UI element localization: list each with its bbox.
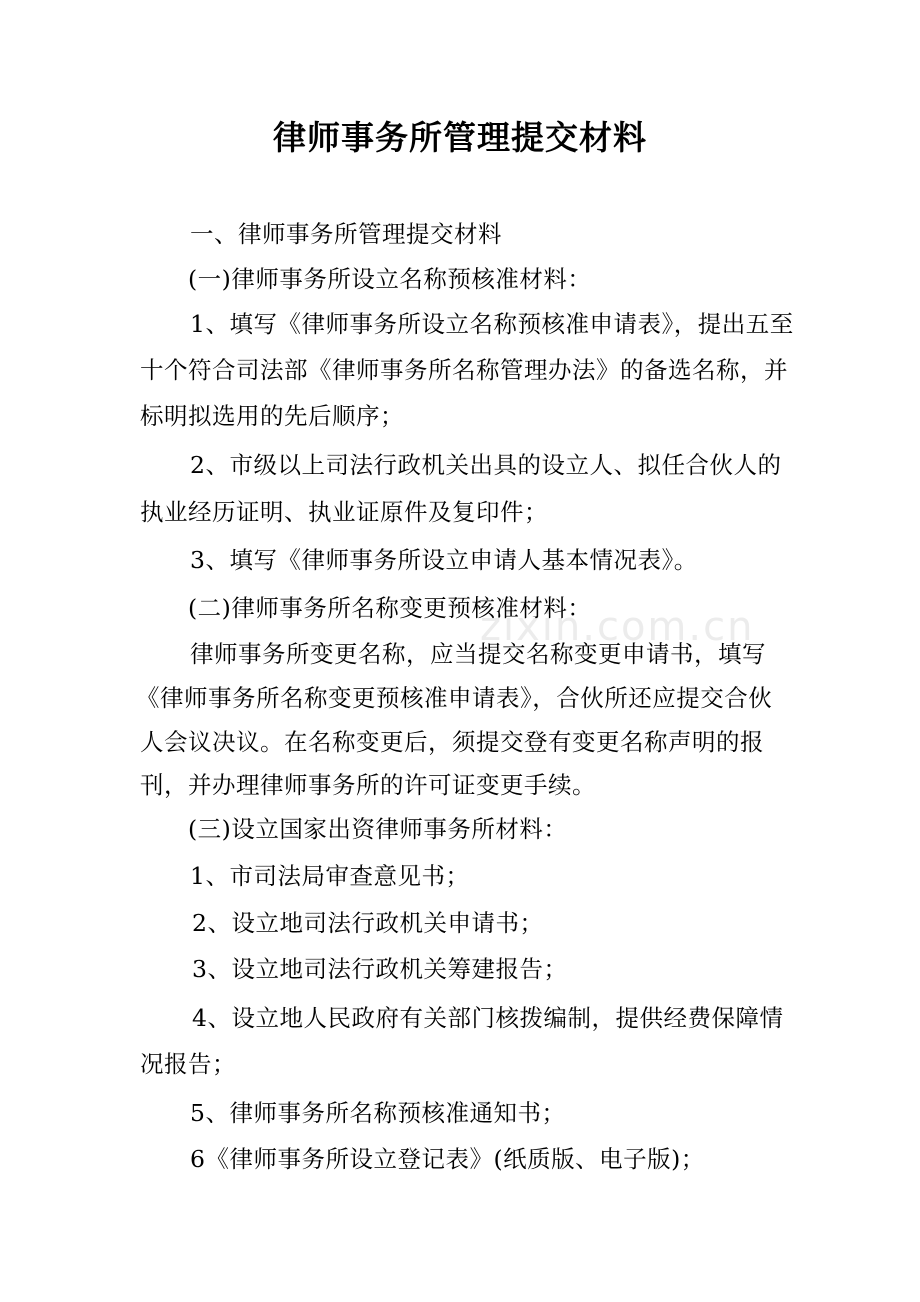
paragraph-line: 刊，并办理律师事务所的许可证变更手续。 [140,771,596,799]
document-title: 律师事务所管理提交材料 [273,118,647,157]
paragraph-line: 十个符合司法部《律师事务所名称管理办法》的备选名称，并 [140,356,788,384]
list-item: 3、设立地司法行政机关筹建报告； [192,955,568,983]
subsection-heading: (二)律师事务所名称变更预核准材料： [188,594,592,622]
list-item: 况报告； [140,1050,236,1078]
subsection-heading: (一)律师事务所设立名称预核准材料： [188,265,592,293]
subsection-heading: (三)设立国家出资律师事务所材料： [188,815,568,843]
watermark: zixin.com.cn [480,604,755,650]
paragraph-line: 2、市级以上司法行政机关出具的设立人、拟任合伙人的 [190,451,782,479]
paragraph-line: 3、填写《律师事务所设立申请人基本情况表》。 [190,546,698,574]
list-item: 2、设立地司法行政机关申请书； [192,909,544,937]
list-item: 6《律师事务所设立登记表》(纸质版、电子版)； [190,1145,705,1173]
paragraph-line: 人会议决议。在名称变更后，须提交登有变更名称声明的报 [140,728,764,756]
list-item: 1、市司法局审查意见书； [190,862,470,890]
paragraph-line: 执业经历证明、执业证原件及复印件； [140,498,548,526]
list-item: 4、设立地人民政府有关部门核拨编制，提供经费保障情 [192,1004,784,1032]
section-heading: 一、律师事务所管理提交材料 [190,220,502,248]
paragraph-line: 《律师事务所名称变更预核准申请表》，合伙所还应提交合伙 [136,684,773,712]
list-item: 5、律师事务所名称预核准通知书； [190,1099,566,1127]
paragraph-line: 标明拟选用的先后顺序； [140,402,404,430]
paragraph-line: 律师事务所变更名称，应当提交名称变更申请书，填写 [190,640,766,668]
paragraph-line: 1、填写《律师事务所设立名称预核准申请表》，提出五至 [190,310,794,338]
